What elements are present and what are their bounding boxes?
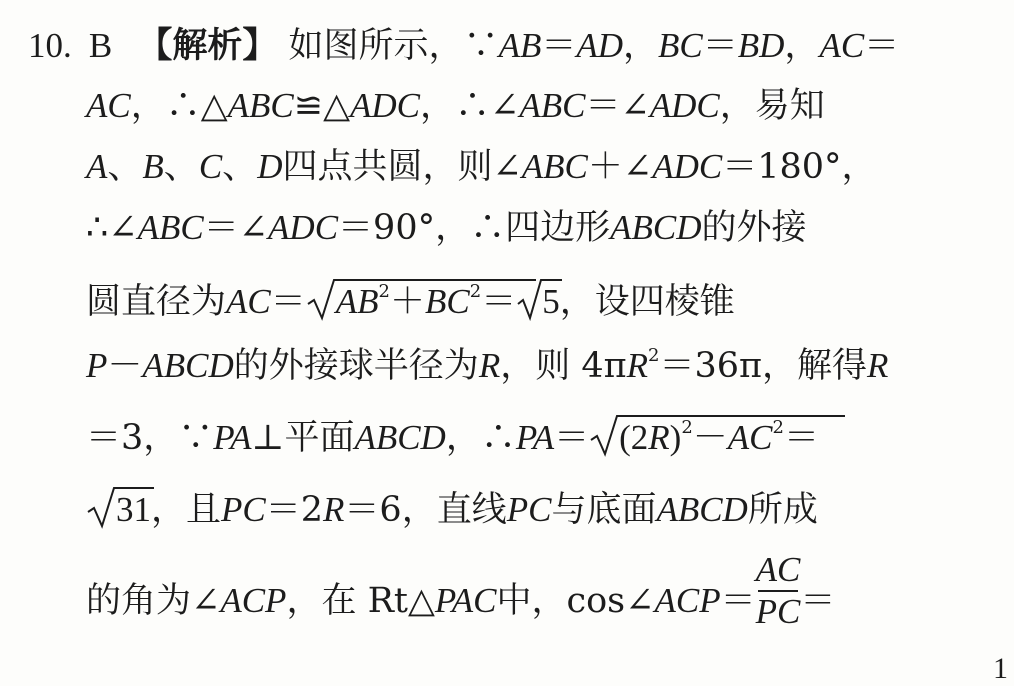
math: R [867,346,889,385]
solution-line-9 [86,550,1014,632]
text: ＝∠ [585,86,650,126]
text: 的角为∠ [86,580,221,621]
math: R [478,346,501,385]
math: ABCD [610,208,702,247]
text: 中，cos∠ [496,580,655,621]
exponent: 2 [378,281,390,302]
math: P [86,346,108,385]
solution-line-5 [86,282,1014,322]
text: ＝ [783,418,819,458]
text: ＝ [270,282,306,322]
math: R [648,418,670,457]
math: (2 [619,418,649,457]
text: － [692,418,728,458]
exponent: 2 [681,417,693,438]
solution-line-4 [86,208,1014,248]
math: B [142,147,164,186]
text: ＝ [702,26,738,66]
math: AC [86,86,131,125]
text: 所成 [747,490,818,530]
text: ＋∠ [587,147,653,187]
exponent: 2 [469,281,482,302]
math: AB [498,26,542,65]
math: BC [658,26,703,65]
math: ABCD [656,490,748,529]
math: R [323,490,345,529]
math: BC [425,282,470,321]
math: R [626,346,648,385]
math: A [86,147,108,186]
math: ABC [227,86,294,125]
text: ，∴△ [130,86,228,126]
solution-line-3 [86,147,1014,187]
text: 、 [222,147,258,187]
text: 的外接 [701,208,807,248]
text: ＝90°，∴四边形 [338,208,611,248]
math: PC [506,490,552,529]
text: ，∴∠ [420,86,520,126]
text: 、 [163,147,199,187]
text: ＝ [800,580,836,621]
text: ＋ [389,282,425,322]
math: 5 [542,282,560,321]
math: ADC [350,86,421,125]
math: PA [213,418,252,457]
math: ) [669,418,682,457]
analysis-tag: 【解析】 [137,25,278,66]
text: 四点共圆，则∠ [282,147,522,187]
radical-sign [589,414,847,460]
text: ，且 [151,490,222,530]
text: ＝180°， [722,147,877,187]
page-number: 1 [993,652,1008,685]
text: ， [623,26,659,66]
text: ＝ [541,26,577,66]
math: ABC [519,86,586,125]
solution-line-1 [28,26,1014,66]
fraction [756,550,801,632]
solution-line-8 [86,490,1014,530]
math: PAC [434,580,497,620]
math: PC [221,490,266,529]
solution-line-7 [86,418,1014,458]
solution-line-2 [86,86,1014,126]
solution-line-6 [86,346,1014,386]
text: 、 [107,147,143,187]
text: － [107,346,143,386]
sqrt-thirty-one [86,490,151,530]
exponent: 2 [772,417,784,438]
problem-number: 10. [28,26,72,65]
math: ABC [521,147,588,186]
math: 31 [116,490,151,529]
math: AC [727,418,773,457]
text: ≌△ [293,86,351,126]
math: ACP [654,580,721,620]
math: ABCD [354,418,446,457]
radical-sign [306,278,538,324]
text: ＝2 [265,490,324,530]
math: AB [335,282,379,321]
text: ＝ [554,418,590,458]
math: ACP [220,580,287,620]
math: D [257,147,283,186]
text: ＝∠ [203,208,269,248]
text: 的外接球半径为 [233,346,479,386]
text: ，在 Rt△ [286,580,435,621]
text: ， [784,26,820,66]
exponent: 2 [648,345,660,366]
text: 与底面 [551,490,657,530]
radical-sign [516,278,564,324]
text: ⊥平面 [251,418,355,458]
math: AC [226,282,271,321]
text: 如图所示，∵ [288,26,499,66]
text: ，则 4π [500,346,627,386]
math: ADC [652,147,723,186]
math: AD [576,26,623,65]
text: ＝ [481,282,517,322]
text: ＝ [720,580,756,621]
sqrt-expression [306,282,481,322]
text: ，设四棱锥 [559,282,735,322]
answer-letter: B [88,26,113,65]
text: ，∴ [445,418,516,458]
math: ADC [649,86,720,125]
text: ＝3，∵ [86,418,214,458]
sqrt-expression [589,418,784,458]
math: AC [819,26,865,65]
text: ＝36π，解得 [659,346,867,386]
math: C [198,147,223,186]
denominator: PC [755,592,801,631]
text: ∴∠ [86,208,138,248]
text: ＝ [864,26,900,66]
math: ADC [268,208,339,247]
sqrt-five [516,282,560,322]
math: PA [515,418,555,457]
text: 圆直径为 [86,282,227,322]
text: ＝6，直线 [344,490,507,530]
math: ABC [137,208,204,247]
numerator: AC [755,550,801,589]
math: ABCD [142,346,234,385]
radical-sign [86,486,156,532]
math: BD [737,26,785,65]
text: ，易知 [719,86,825,126]
